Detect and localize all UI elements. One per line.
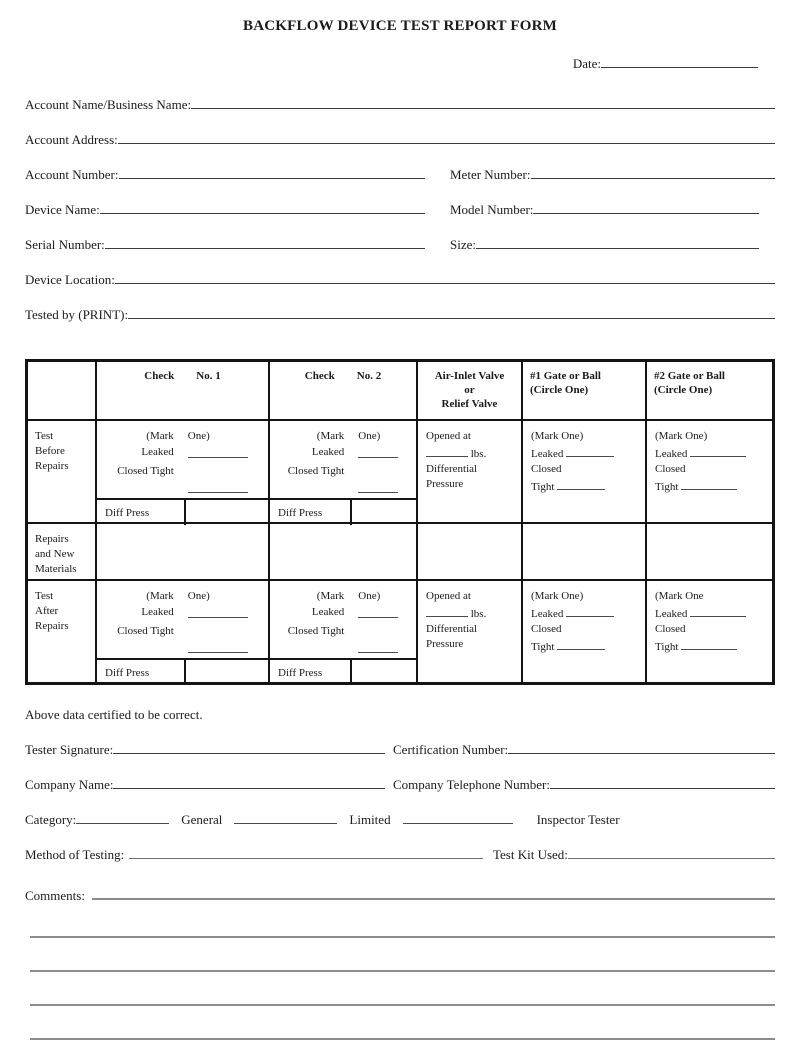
company-phone-row bbox=[25, 776, 775, 793]
test-kit-used-label: Test Kit Used: bbox=[493, 847, 568, 862]
before-gate2-tight-line[interactable] bbox=[681, 477, 737, 490]
company-name-input-line[interactable] bbox=[113, 776, 385, 789]
header-gate1: #1 Gate or Ball (Circle One) bbox=[521, 362, 645, 419]
model-number-label: Model Number: bbox=[450, 202, 534, 217]
category-inspector-tester-label: Inspector Tester bbox=[536, 812, 620, 827]
account-name-label: Account Name/Business Name: bbox=[25, 97, 192, 112]
repairs-gate1-cell[interactable] bbox=[521, 524, 645, 579]
after-check2-leaked-line[interactable] bbox=[358, 605, 398, 618]
row-test-before-repairs bbox=[28, 419, 772, 522]
date-input-line[interactable] bbox=[601, 55, 758, 68]
comments-label: Comments: bbox=[25, 888, 85, 903]
after-gate2-cell: (Mark One Leaked Closed Tight bbox=[645, 581, 772, 685]
device-location-input-line[interactable] bbox=[115, 271, 775, 284]
account-number-input-line[interactable] bbox=[119, 166, 425, 179]
before-check1-diff-press-label: Diff Press bbox=[97, 500, 186, 525]
device-name-label: Device Name: bbox=[25, 202, 100, 217]
row-repairs-new-materials bbox=[28, 522, 772, 579]
tester-signature-label: Tester Signature: bbox=[25, 742, 114, 757]
comments-blank-line-3[interactable] bbox=[30, 1004, 775, 1006]
after-check1-cell: (Mark One) Leaked Closed Tight Diff Press bbox=[95, 581, 268, 685]
before-check2-leaked-line[interactable] bbox=[358, 445, 398, 458]
category-input-line[interactable] bbox=[76, 811, 169, 824]
before-gate1-leaked-line[interactable] bbox=[566, 444, 614, 457]
after-check1-leaked-line[interactable] bbox=[188, 605, 248, 618]
after-gate1-cell: (Mark One) Leaked Closed Tight bbox=[521, 581, 645, 685]
before-check2-diff-press-label: Diff Press bbox=[270, 500, 352, 525]
category-general-line[interactable] bbox=[234, 811, 337, 824]
row-label-repairs: Repairs and New Materials bbox=[35, 533, 77, 575]
account-name-field-row bbox=[25, 96, 775, 113]
before-check1-leaked-line[interactable] bbox=[188, 445, 248, 458]
after-gate2-leaked-line[interactable] bbox=[690, 604, 746, 617]
row-test-after-repairs bbox=[28, 579, 772, 682]
comments-blank-line-1[interactable] bbox=[30, 936, 775, 938]
account-address-input-line[interactable] bbox=[118, 131, 775, 144]
before-gate2-leaked-line[interactable] bbox=[690, 444, 746, 457]
before-check2-cell: (Mark One) Leaked Closed Tight Diff Press bbox=[268, 421, 416, 525]
date-label: Date: bbox=[572, 56, 601, 71]
model-number-input-line[interactable] bbox=[533, 201, 759, 214]
category-limited-label: Limited bbox=[349, 812, 391, 827]
method-testkit-row bbox=[25, 846, 775, 863]
device-model-row bbox=[25, 201, 775, 218]
before-check1-closed-line[interactable] bbox=[188, 480, 248, 493]
repairs-air-inlet-cell[interactable] bbox=[416, 524, 521, 579]
after-check2-diff-press-label: Diff Press bbox=[270, 660, 352, 685]
before-gate1-cell: (Mark One) Leaked Closed Tight bbox=[521, 421, 645, 525]
before-check2-diff-press-value[interactable] bbox=[352, 500, 416, 525]
date-field-row bbox=[25, 55, 775, 72]
account-number-label: Account Number: bbox=[25, 167, 119, 182]
before-air-opened-line[interactable] bbox=[426, 444, 468, 457]
meter-number-input-line[interactable] bbox=[531, 166, 775, 179]
after-check2-cell: (Mark One) Leaked Closed Tight Diff Press bbox=[268, 581, 416, 685]
header-gate2: #2 Gate or Ball (Circle One) bbox=[645, 362, 772, 419]
company-phone-input-line[interactable] bbox=[550, 776, 775, 789]
size-input-line[interactable] bbox=[476, 236, 759, 249]
size-label: Size: bbox=[450, 237, 476, 252]
device-name-input-line[interactable] bbox=[100, 201, 425, 214]
comments-input-line[interactable] bbox=[92, 887, 775, 900]
account-address-field-row bbox=[25, 131, 775, 148]
meter-number-label: Meter Number: bbox=[450, 167, 531, 182]
after-gate1-leaked-line[interactable] bbox=[566, 604, 614, 617]
repairs-check1-cell[interactable] bbox=[95, 524, 268, 579]
after-check1-diff-press-value[interactable] bbox=[186, 660, 268, 685]
form-title: BACKFLOW DEVICE TEST REPORT FORM bbox=[243, 18, 557, 34]
tester-signature-input-line[interactable] bbox=[113, 741, 385, 754]
tester-certification-row bbox=[25, 741, 775, 758]
after-gate2-tight-line[interactable] bbox=[681, 637, 737, 650]
after-check1-closed-line[interactable] bbox=[188, 640, 248, 653]
before-check1-cell: (Mark One) Leaked Closed Tight Diff Press bbox=[95, 421, 268, 525]
after-air-opened-line[interactable] bbox=[426, 604, 468, 617]
account-name-input-line[interactable] bbox=[191, 96, 775, 109]
after-gate1-tight-line[interactable] bbox=[557, 637, 605, 650]
company-phone-label: Company Telephone Number: bbox=[393, 777, 550, 792]
after-check2-diff-press-value[interactable] bbox=[352, 660, 416, 685]
table-header-row bbox=[28, 362, 772, 419]
row-label-test-after: Test After Repairs bbox=[35, 590, 69, 632]
category-general-label: General bbox=[181, 812, 223, 827]
header-check2: Check No. 2 bbox=[268, 362, 416, 419]
after-check1-diff-press-label: Diff Press bbox=[97, 660, 186, 685]
tested-by-label: Tested by (PRINT): bbox=[25, 307, 129, 322]
test-kit-used-input-line[interactable] bbox=[568, 846, 775, 859]
after-check2-closed-line[interactable] bbox=[358, 640, 398, 653]
tested-by-input-line[interactable] bbox=[128, 306, 775, 319]
header-air-inlet: Air-Inlet Valve or Relief Valve bbox=[416, 362, 521, 419]
serial-number-input-line[interactable] bbox=[105, 236, 425, 249]
certification-number-label: Certification Number: bbox=[393, 742, 509, 757]
before-gate1-tight-line[interactable] bbox=[557, 477, 605, 490]
tested-by-field-row bbox=[25, 306, 775, 323]
comments-row bbox=[25, 887, 775, 904]
serial-number-label: Serial Number: bbox=[25, 237, 105, 252]
serial-size-row bbox=[25, 236, 775, 253]
before-gate2-cell: (Mark One) Leaked Closed Tight bbox=[645, 421, 772, 525]
header-check1: Check No. 1 bbox=[95, 362, 268, 419]
before-check2-closed-line[interactable] bbox=[358, 480, 398, 493]
row-label-test-before: Test Before Repairs bbox=[35, 430, 69, 472]
company-name-label: Company Name: bbox=[25, 777, 114, 792]
test-results-table bbox=[25, 359, 775, 685]
repairs-gate2-cell[interactable] bbox=[645, 524, 772, 579]
method-of-testing-label: Method of Testing: bbox=[25, 847, 125, 862]
device-location-field-row bbox=[25, 271, 775, 288]
before-check1-diff-press-value[interactable] bbox=[186, 500, 268, 525]
certify-statement: Above data certified to be correct. bbox=[25, 707, 203, 722]
certification-number-input-line[interactable] bbox=[508, 741, 775, 754]
after-air-inlet-cell: Opened at lbs. Differential Pressure bbox=[416, 581, 521, 685]
account-address-label: Account Address: bbox=[25, 132, 118, 147]
before-air-inlet-cell: Opened at lbs. Differential Pressure bbox=[416, 421, 521, 525]
category-label: Category: bbox=[25, 812, 77, 827]
method-of-testing-input-line[interactable] bbox=[129, 846, 483, 859]
category-limited-line[interactable] bbox=[403, 811, 513, 824]
category-row bbox=[25, 811, 775, 828]
repairs-check2-cell[interactable] bbox=[268, 524, 416, 579]
account-meter-row bbox=[25, 166, 775, 183]
header-corner-cell bbox=[28, 362, 95, 419]
comments-blank-line-4[interactable] bbox=[30, 1038, 775, 1040]
device-location-label: Device Location: bbox=[25, 272, 115, 287]
comments-blank-line-2[interactable] bbox=[30, 970, 775, 972]
